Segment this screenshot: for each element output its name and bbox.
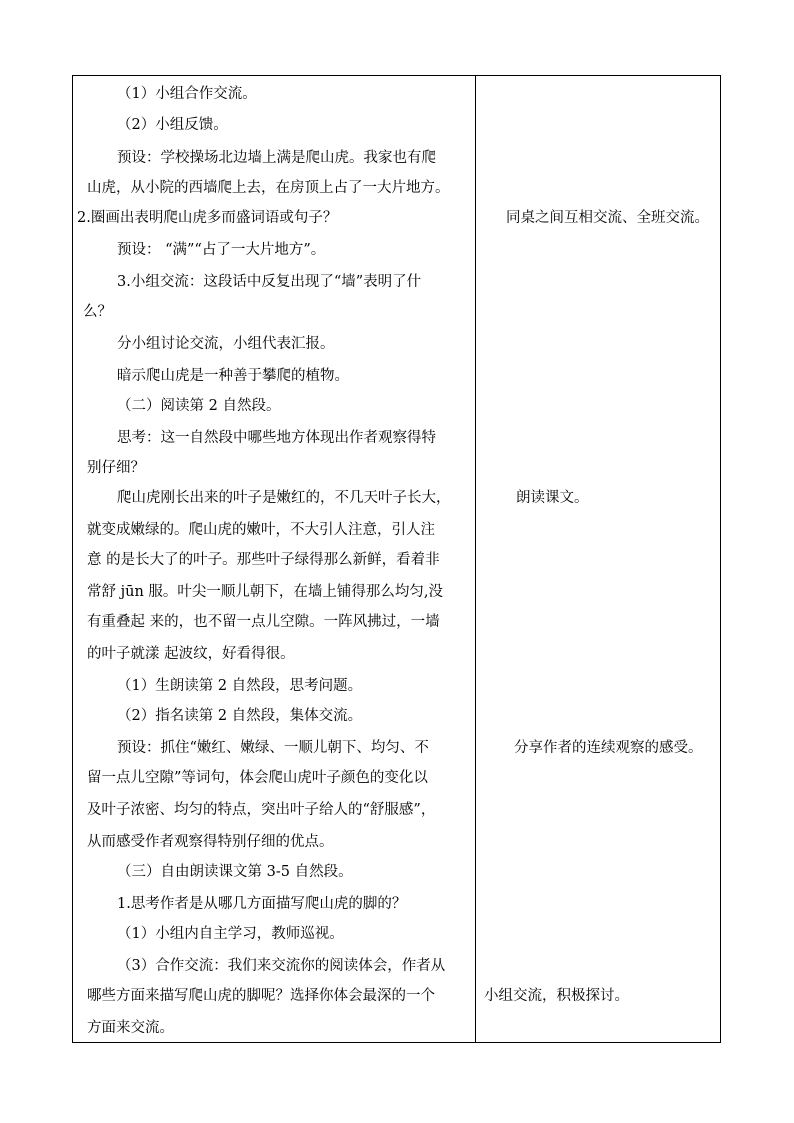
left-line-14: 爬山虎刚长出来的叶子是嫩红的，不几天叶子长大， [117, 490, 451, 506]
left-line-7: 3.小组交流：这段话中反复出现了“墙”表明了什 [117, 274, 422, 290]
left-line-12: 思考：这一自然段中哪些地方体现出作者观察得特 [117, 430, 436, 446]
left-line-25: 从而感受作者观察得特别仔细的优点。 [87, 834, 334, 850]
left-line-11: （二）阅读第 2 自然段。 [117, 398, 281, 414]
lesson-table [72, 75, 721, 1043]
left-line-8: 么？ [83, 304, 112, 320]
left-line-4: 山虎，从小院的西墙爬上去，在房顶上占了一大片地方。 [87, 180, 450, 196]
left-line-2: （2）小组反馈。 [117, 117, 228, 133]
left-line-9: 分小组讨论交流，小组代表汇报。 [117, 336, 335, 352]
left-line-30: 哪些方面来描写爬山虎的脚呢？选择你体会最深的一个 [87, 988, 435, 1004]
left-line-21: （2）指名读第 2 自然段，集体交流。 [117, 708, 363, 724]
left-line-22: 预设：抓住“嫩红、嫩绿、一顺儿朝下、均匀、不 [117, 740, 429, 756]
left-line-10: 暗示爬山虎是一种善于攀爬的植物。 [117, 368, 349, 384]
left-line-29: （3）合作交流：我们来交流你的阅读体会，作者从 [117, 958, 446, 974]
left-line-17: 常舒 jūn 服。叶尖一顺儿朝下，在墙上铺得那么均匀,没 [87, 584, 443, 600]
right-note-4: 小组交流，积极探讨。 [484, 988, 629, 1004]
right-note-3: 分享作者的连续观察的感受。 [514, 740, 703, 756]
right-note-1: 同桌之间互相交流、全班交流。 [506, 210, 709, 226]
left-line-26: （三）自由朗读课文第 3-5 自然段。 [117, 864, 353, 880]
left-line-31: 方面来交流。 [87, 1020, 174, 1036]
left-line-20: （1）生朗读第 2 自然段，思考问题。 [117, 678, 363, 694]
left-line-27: 1.思考作者是从哪几方面描写爬山虎的脚的？ [117, 896, 407, 912]
left-line-13: 别仔细？ [87, 460, 145, 476]
left-line-1: （1）小组合作交流。 [117, 86, 257, 102]
left-line-23: 留一点儿空隙”等词句，体会爬山虎叶子颜色的变化以 [87, 770, 428, 786]
left-line-24: 及叶子浓密、均匀的特点，突出叶子给人的“舒服感”， [87, 802, 436, 818]
left-line-16: 意 的是长大了的叶子。那些叶子绿得那么新鲜，看着非 [87, 552, 440, 568]
left-line-18: 有重叠起 来的，也不留一点儿空隙。一阵风拂过，一墙 [87, 614, 440, 630]
left-line-5: 2.圈画出表明爬山虎多而盛词语或句子？ [77, 210, 338, 226]
column-divider [475, 76, 476, 1042]
right-note-2: 朗读课文。 [516, 490, 589, 506]
left-line-28: （1）小组内自主学习，教师巡视。 [117, 926, 344, 942]
left-line-19: 的叶子就漾 起波纹，好看得很。 [87, 646, 295, 662]
left-line-15: 就变成嫩绿的。爬山虎的嫩叶，不大引人注意，引人注 [87, 522, 435, 538]
left-line-3: 预设：学校操场北边墙上满是爬山虎。我家也有爬 [117, 150, 436, 166]
left-line-6: 预设： “满”“占了一大片地方”。 [117, 242, 326, 258]
